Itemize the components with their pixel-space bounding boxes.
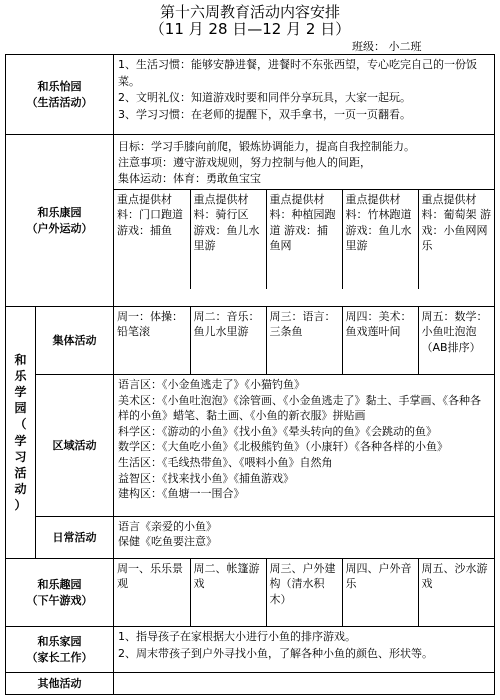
schedule-table (5, 54, 495, 695)
outdoor-day-fri: 重点提供材料：葡萄架 游戏：小鱼网网乐 (418, 189, 494, 289)
outdoor-group: 集体运动：体育：勇敢鱼宝宝 (118, 171, 261, 185)
row-study-daily (6, 517, 495, 559)
home-content (114, 627, 495, 673)
games-day-wed: 周三、户外建构（清水积木） (266, 559, 342, 626)
class-label: 班级： (352, 40, 385, 53)
outdoor-content (114, 135, 495, 307)
outdoor-notes: 注意事项：遵守游戏规则，努力控制与他人的间距， (118, 155, 371, 169)
life-line: 3、学习习惯：在老师的提醒下，双手拿书，一页一页翻看。 (118, 107, 411, 121)
area-activity-label: 区域活动 (36, 375, 114, 517)
area-line: 语言区：《小金鱼逃走了》《小猫钓鱼》 (118, 378, 305, 391)
row-games (6, 559, 495, 627)
other-content (114, 673, 495, 695)
row-study-group (6, 307, 495, 375)
life-label: 和乐怡园 （生活活动） (6, 55, 114, 135)
home-line: 1、指导孩子在家根据大小进行小鱼的排序游戏。 (118, 630, 356, 643)
life-line: 1、生活习惯：能够安静进餐，进餐时不东张西望，专心吃完自己的一份饭菜。 (118, 58, 477, 88)
row-other (6, 673, 495, 695)
games-day-thu: 周四、户外音乐 (342, 559, 418, 626)
daily-activity-label: 日常活动 (36, 517, 114, 559)
group-day-fri: 周五：数学：小鱼吐泡泡（AB排序） (418, 307, 494, 374)
outdoor-goal: 目标：学习手膝向前爬，锻炼协调能力，提高自我控制能力。 (118, 140, 415, 153)
class-name: 小二班 (388, 40, 422, 53)
outdoor-day-wed: 重点提供材料：种植园跑道 游戏：捕鱼网 (266, 189, 342, 289)
games-day-fri: 周五、沙水游戏 (418, 559, 494, 626)
outdoor-day-thu: 重点提供材料：竹林跑道 游戏：鱼儿水里游 (342, 189, 418, 289)
row-home (6, 627, 495, 673)
area-activity-content (114, 375, 495, 517)
date-range: （11 月 28 日—12 月 2 日） (149, 20, 351, 38)
area-line: 益智区：《找来找小鱼》《捕鱼游戏》 (118, 471, 294, 485)
games-day-mon: 周一、乐乐景观 (114, 559, 190, 626)
group-day-wed: 周三：语言：三条鱼 (266, 307, 342, 374)
games-content (114, 559, 495, 627)
games-days (114, 559, 494, 626)
group-day-mon: 周一：体操：铅笔滚 (114, 307, 190, 374)
area-line: 数学区：《大鱼吃小鱼》《北极熊钓鱼》（小康轩）《各种各样的小鱼》 (118, 440, 448, 454)
outdoor-day-mon: 重点提供材料：门口跑道 游戏：捕鱼 (114, 189, 190, 289)
area-line: 生活区：《毛线热带鱼》、《喂料小鱼》自然角 (118, 456, 333, 470)
games-day-tue: 周二、帐篷游戏 (190, 559, 266, 626)
life-content (114, 55, 495, 135)
group-day-tue: 周二：音乐：鱼儿水里游 (190, 307, 266, 374)
home-line: 2、周末带孩子到户外寻找小鱼，了解各种小鱼的颜色、形状等。 (118, 646, 433, 660)
row-outdoor (6, 135, 495, 307)
row-life (6, 55, 495, 135)
other-label: 其他活动 (6, 673, 114, 695)
outdoor-label: 和乐康园 （户外运动） (6, 135, 114, 307)
outdoor-days (114, 189, 494, 290)
area-line: 建构区：《鱼塘一一围合》 (118, 487, 245, 501)
group-day-thu: 周四：美术：鱼戏莲叶间 (342, 307, 418, 374)
group-activity-content (114, 307, 495, 375)
daily-line: 语言《亲爱的小鱼》 (118, 520, 217, 533)
games-label: 和乐趣园 （下午游戏） (6, 559, 114, 627)
outdoor-day-tue: 重点提供材料：骑行区 游戏：鱼儿水里游 (190, 189, 266, 289)
life-line: 2、文明礼仪：知道游戏时要和同伴分享玩具，大家一起玩。 (118, 91, 411, 104)
area-line: 科学区：《游动的小鱼》《找小鱼》《晕头转向的鱼》《会跳动的鱼》 (118, 424, 437, 438)
class-info (352, 40, 422, 54)
home-label: 和乐家园 （家长工作） (6, 627, 114, 673)
area-line: 美术区：《小鱼吐泡泡》《涂管画、《小金鱼逃走了》黏土、手掌画、《各种各样的小鱼》蜡笔、黏土画、《小鱼的新衣服》拼贴画 (118, 393, 481, 423)
daily-activity-content (114, 517, 495, 559)
study-label: 和 乐 学 园 （ 学 习 活 动 ） (6, 307, 36, 559)
group-activity-label: 集体活动 (36, 307, 114, 375)
page-title: 第十六周教育活动内容安排 (159, 3, 340, 21)
group-activity-days (114, 307, 494, 374)
row-study-area (6, 375, 495, 517)
daily-line: 保健《吃鱼要注意》 (118, 535, 217, 549)
